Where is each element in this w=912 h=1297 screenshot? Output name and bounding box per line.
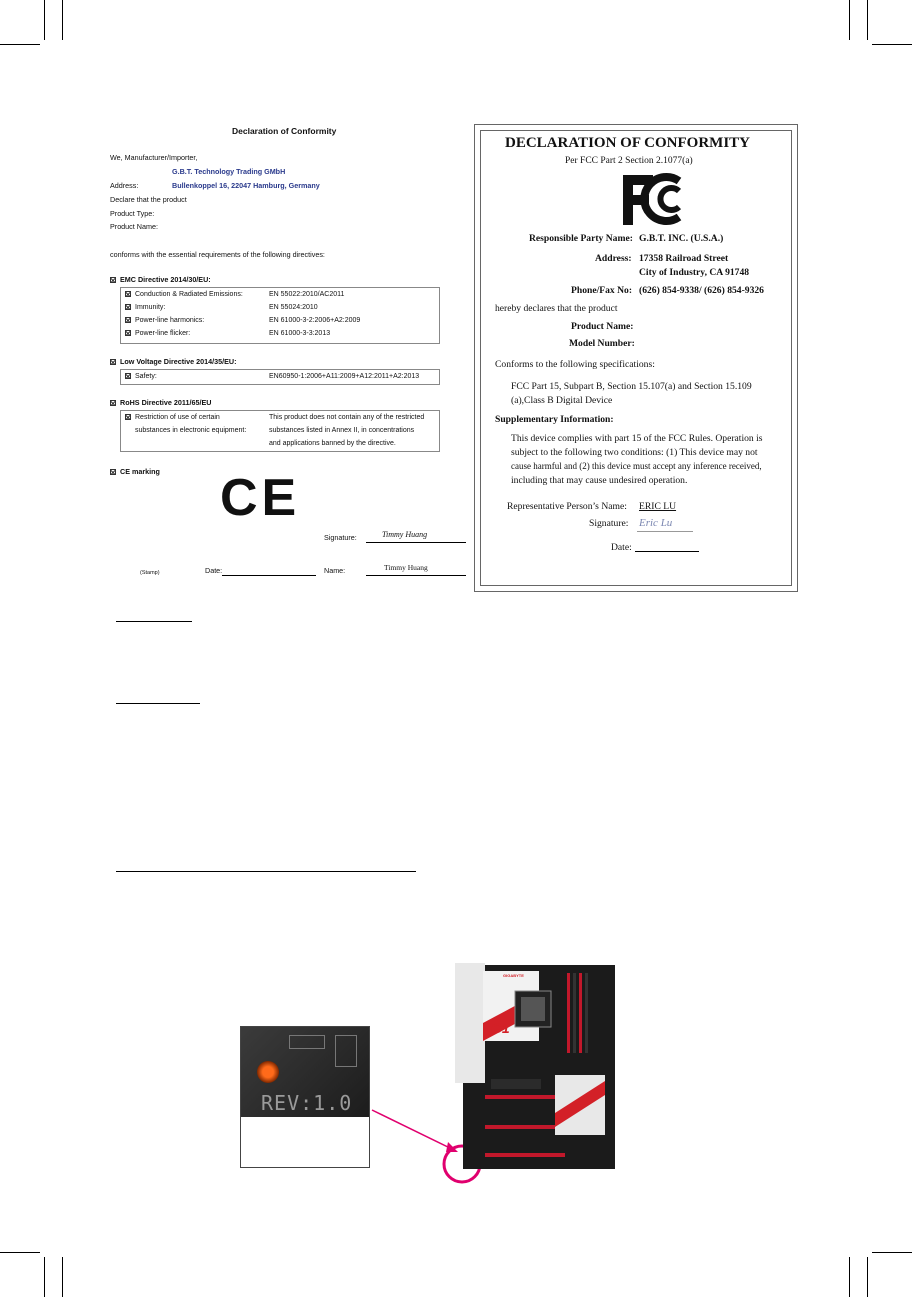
crop-mark — [872, 1252, 912, 1253]
fcc-supp-title: Supplementary Information: — [495, 414, 614, 425]
fcc-subtitle: Per FCC Part 2 Section 2.1077(a) — [565, 156, 693, 166]
fcc-rep-label: Representative Person’s Name: — [507, 501, 627, 512]
checked-box-icon — [110, 469, 116, 475]
blank-heading-line — [116, 621, 192, 622]
crop-mark — [44, 0, 45, 40]
fcc-rep: ERIC LU — [639, 501, 677, 512]
name-label: Name: — [324, 566, 346, 575]
svg-text:G1: G1 — [491, 1020, 510, 1036]
fcc-date-label: Date: — [611, 542, 632, 553]
ce-title: CE marking — [110, 468, 160, 477]
checked-box-icon — [125, 291, 131, 297]
led-icon — [257, 1061, 279, 1083]
fcc-product-name: Product Name: — [571, 321, 634, 332]
eu-product-type: Product Type: — [110, 209, 155, 218]
date-label: Date: — [205, 566, 223, 575]
fcc-address-label: Address: — [595, 253, 632, 264]
fcc-conforms: Conforms to the following specifications: — [495, 359, 655, 370]
crop-mark — [849, 1257, 850, 1297]
eu-product-name: Product Name: — [110, 222, 158, 231]
checked-box-icon — [125, 414, 131, 420]
fcc-supp-4: including that may cause undesired operation. — [511, 475, 688, 486]
fcc-sig: Eric Lu — [639, 517, 673, 529]
fcc-party-label: Responsible Party Name: — [529, 233, 633, 244]
fcc-declaration — [474, 124, 798, 592]
pcb-marking — [335, 1035, 357, 1067]
eu-conforms: conforms with the essential requirements of the following directives: — [110, 250, 325, 259]
pcb-marking — [289, 1035, 325, 1049]
checked-box-icon — [125, 304, 131, 310]
eu-address: Bullenkoppel 16, 22047 Hamburg, Germany — [172, 181, 320, 190]
eu-intro: We, Manufacturer/Importer, — [110, 153, 198, 162]
emc-table: Conduction & Radiated Emissions: EN 55022:2010/AC2011 Immunity: EN 55024:2010 Power-line harmonics: EN 61000-3-2:2006+A2:2009 Power-line flicker: EN 61000-3-3:2013 — [120, 287, 440, 344]
eu-address-label: Address: — [110, 181, 139, 190]
stamp-label: (Stamp) — [140, 570, 160, 576]
fcc-address-2: City of Industry, CA 91748 — [639, 267, 750, 278]
crop-mark — [0, 1252, 40, 1253]
fcc-model-number: Model Number: — [569, 338, 635, 349]
crop-mark — [62, 0, 63, 40]
motherboard-icon — [455, 963, 617, 1171]
date-line — [222, 575, 316, 576]
fcc-hereby: hereby declares that the product — [495, 303, 618, 314]
eu-declaration — [110, 126, 470, 586]
rohs-table: Restriction of use of certain substances in electronic equipment: This product does not contain any of the restricted substances listed in Annex II, in concentrations and applications banned by the directive. — [120, 410, 440, 452]
checked-box-icon — [125, 317, 131, 323]
fcc-spec-2: (a),Class B Digital Device — [511, 395, 613, 406]
fcc-sig-line — [637, 531, 693, 532]
fcc-date-line — [635, 551, 699, 552]
signature-label: Signature: — [324, 533, 357, 542]
emc-title: EMC Directive 2014/30/EU: — [110, 276, 211, 285]
fcc-logo-icon — [617, 169, 697, 229]
name-line — [366, 575, 466, 576]
blank-heading-line — [116, 703, 200, 704]
crop-mark — [849, 0, 850, 40]
eu-name: Timmy Huang — [384, 563, 428, 572]
crop-mark — [44, 1257, 45, 1297]
ce-logo: CE — [220, 469, 301, 527]
fcc-phone: (626) 854-9338/ (626) 854-9326 — [639, 285, 764, 296]
lvd-table: Safety: EN60950-1:2006+A11:2009+A12:2011+A2:2013 — [120, 369, 440, 385]
fcc-party: G.B.T. INC. (U.S.A.) — [639, 233, 724, 244]
crop-mark — [0, 44, 40, 45]
checked-box-icon — [110, 400, 116, 406]
checked-box-icon — [110, 359, 116, 365]
fcc-address-1: 17358 Railroad Street — [639, 253, 729, 264]
rev-zoom-inset — [240, 1026, 370, 1168]
crop-mark — [867, 0, 868, 40]
fcc-sig-label: Signature: — [589, 518, 629, 529]
motherboard-image — [455, 963, 617, 1171]
checked-box-icon — [125, 330, 131, 336]
lvd-title: Low Voltage Directive 2014/35/EU: — [110, 358, 237, 367]
rohs-title: RoHS Directive 2011/65/EU — [110, 399, 212, 408]
svg-text:GIGABYTE: GIGABYTE — [503, 973, 524, 978]
fcc-supp-2: subject to the following two conditions: (1) This device may not — [511, 447, 758, 458]
fcc-supp-3: cause harmful and (2) this device must accept any inference received, — [511, 461, 762, 471]
rev-label: REV:1.0 — [261, 1091, 353, 1115]
fcc-supp-1: This device complies with part 15 of the FCC Rules. Operation is — [511, 433, 763, 444]
fcc-spec-1: FCC Part 15, Subpart B, Section 15.107(a) and Section 15.109 — [511, 381, 752, 392]
blank-heading-line — [116, 871, 416, 872]
crop-mark — [867, 1257, 868, 1297]
eu-signature: Timmy Huang — [382, 530, 428, 539]
eu-declare: Declare that the product — [110, 195, 187, 204]
crop-mark — [872, 44, 912, 45]
signature-line — [366, 542, 466, 543]
crop-mark — [62, 1257, 63, 1297]
eu-company: G.B.T. Technology Trading GMbH — [172, 167, 286, 176]
eu-title: Declaration of Conformity — [232, 126, 337, 136]
fcc-title: DECLARATION OF CONFORMITY — [505, 135, 751, 151]
checked-box-icon — [125, 373, 131, 379]
fcc-phone-label: Phone/Fax No: — [571, 285, 633, 296]
checked-box-icon — [110, 277, 116, 283]
